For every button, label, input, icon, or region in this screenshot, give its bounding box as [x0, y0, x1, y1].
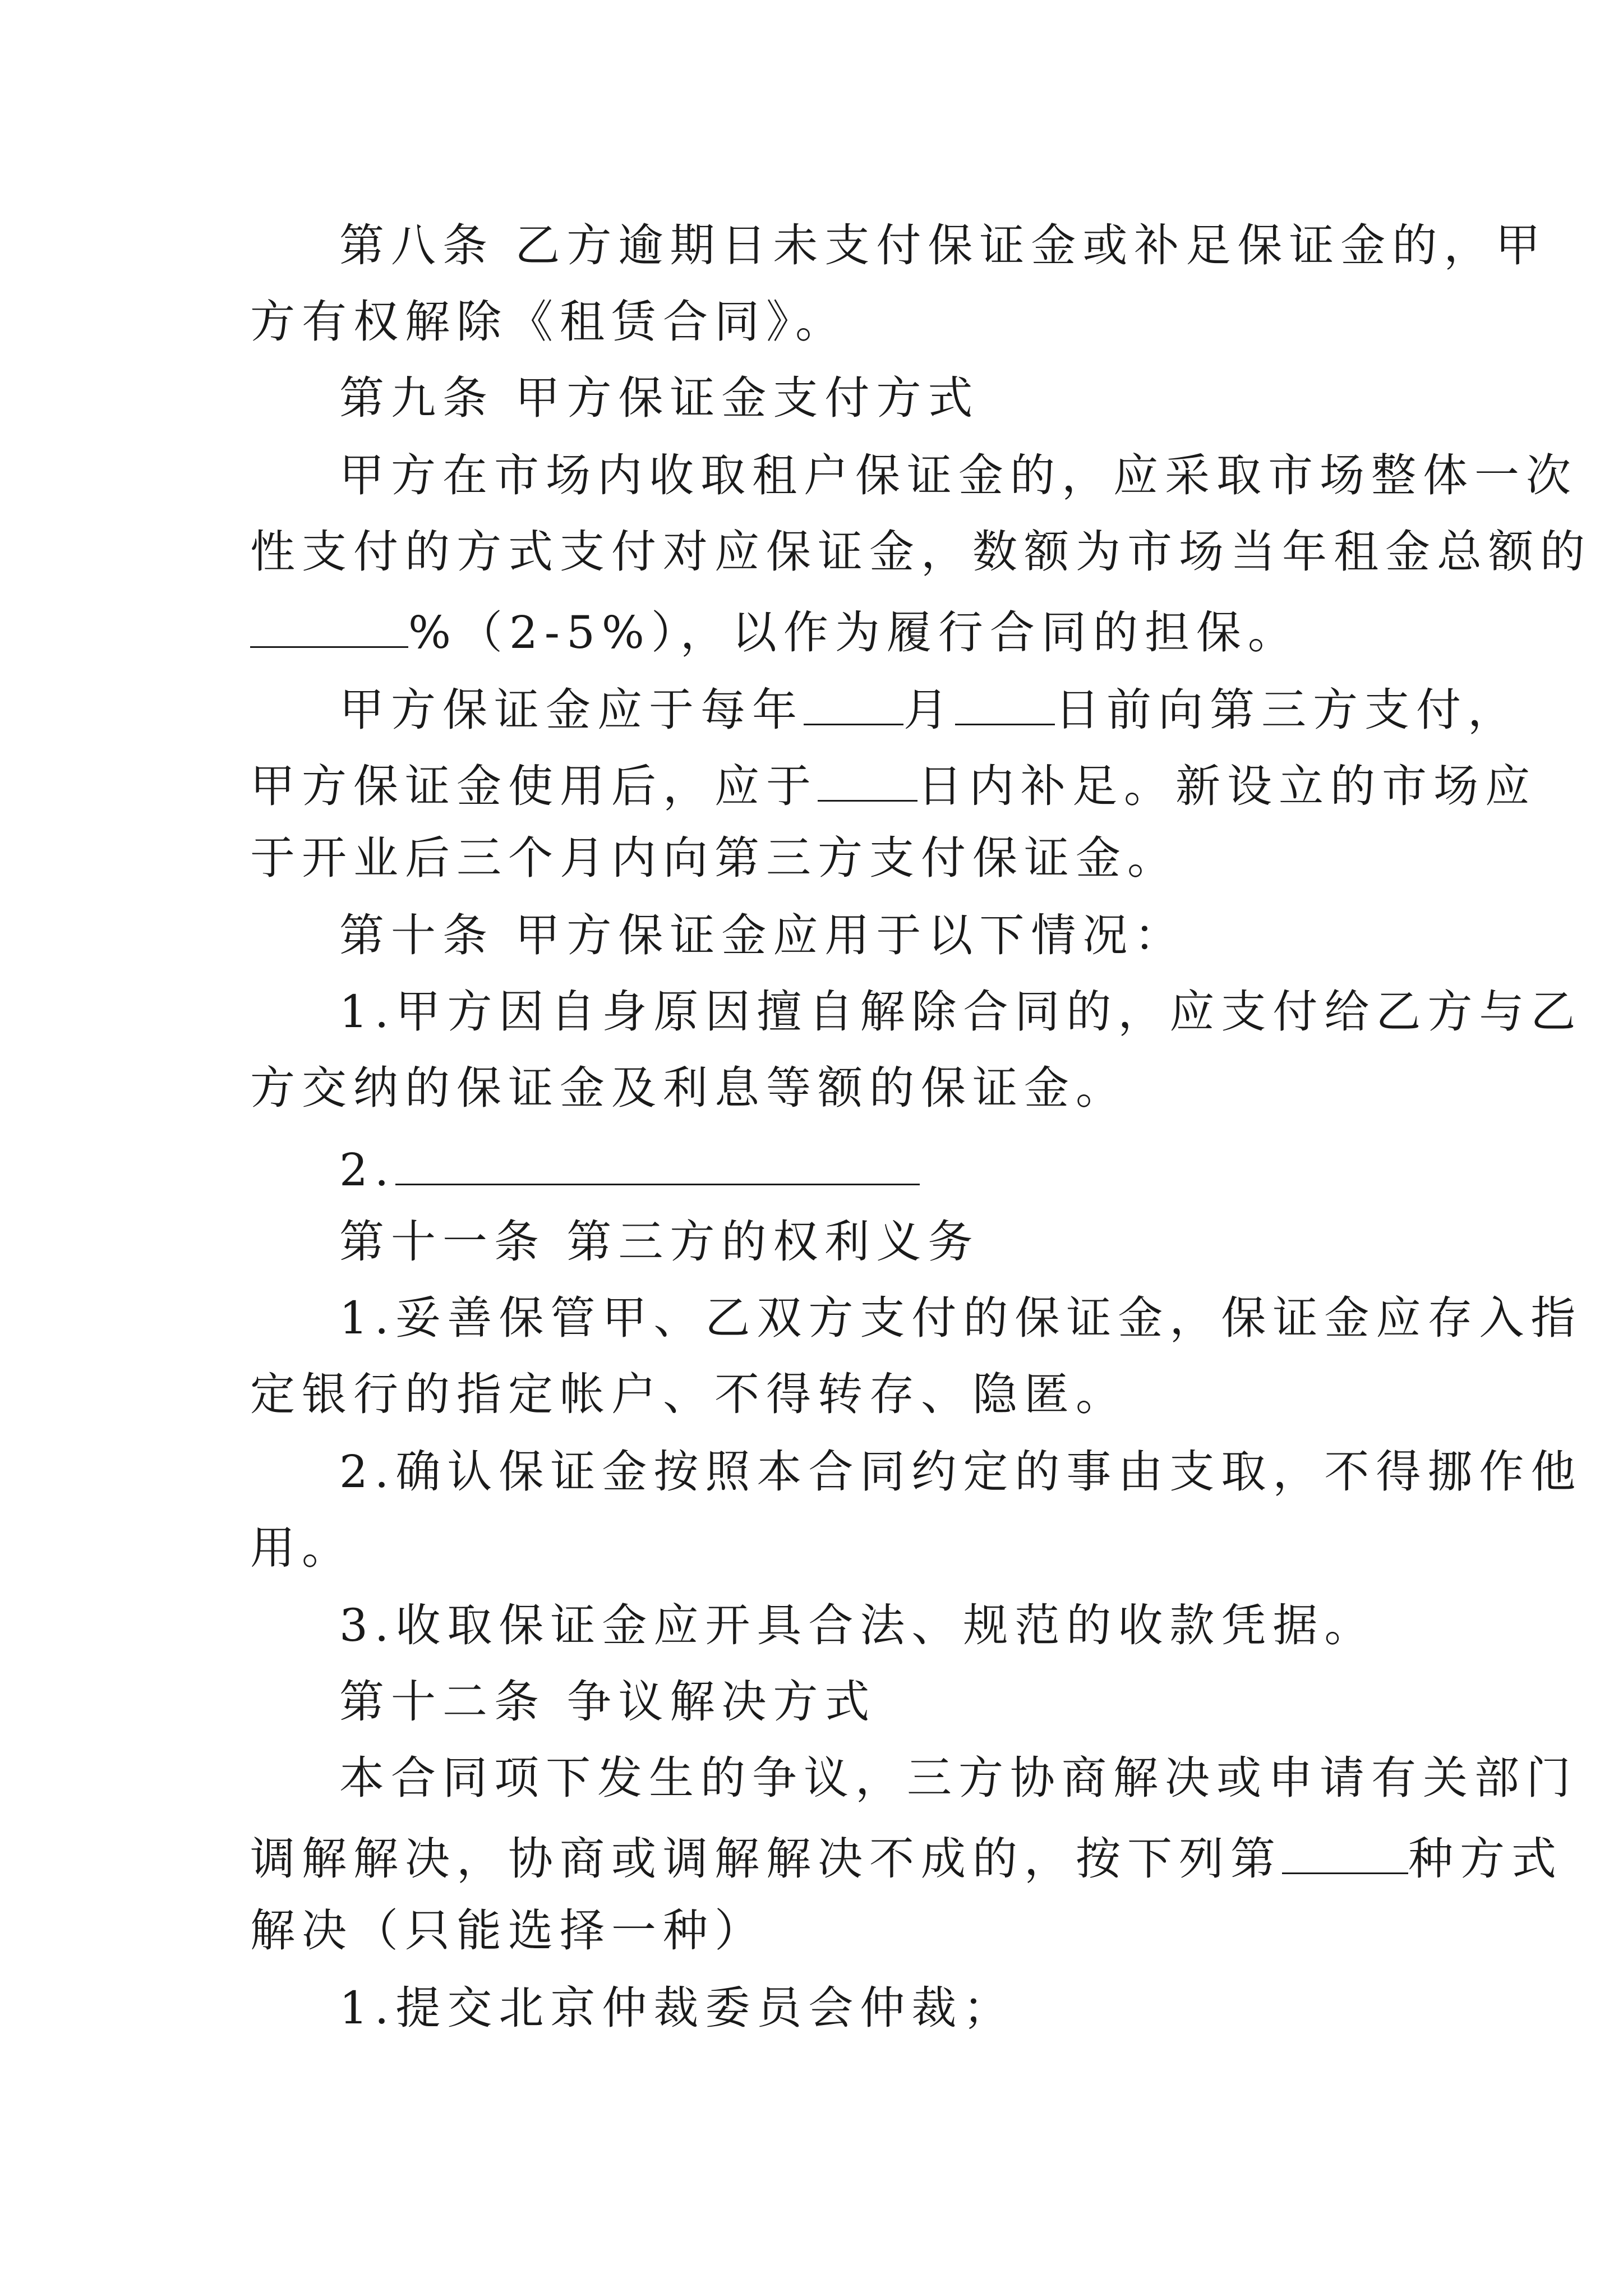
article-12-text-1: 本合同项下发生的争议，三方协商解决或申请有关部门 [339, 1752, 1578, 1804]
article-8-text-1: 第八条 乙方逾期日未支付保证金或补足保证金的，甲 [339, 219, 1547, 272]
article-11-text-5: 3.收取保证金应开具合法、规范的收款凭据。 [339, 1599, 1376, 1651]
article-12-text-3: 种方式 [1408, 1833, 1563, 1885]
dispute-method-blank[interactable] [1282, 1832, 1408, 1874]
percentage-blank[interactable] [250, 606, 408, 648]
article-8-line-1 [339, 219, 1547, 272]
article-10-item-2 [339, 1143, 920, 1196]
article-9-text-2: 性支付的方式支付对应保证金，数额为市场当年租金总额的 [250, 526, 1592, 578]
article-11-title: 第十一条 第三方的权利义务 [339, 1216, 980, 1268]
article-9-heading [339, 372, 980, 424]
article-12-title: 第十二条 争议解决方式 [339, 1676, 877, 1728]
article-8-text-2: 方有权解除《租赁合同》。 [250, 296, 847, 348]
month-blank[interactable] [804, 683, 903, 725]
payment-text-a: 甲方保证金应于每年 [339, 684, 804, 736]
article-12-para-line-2 [250, 1832, 1563, 1885]
article-10-item-1-line-1 [339, 986, 1583, 1038]
article-9-title: 第九条 甲方保证金支付方式 [339, 372, 980, 424]
article-11-item-3 [339, 1599, 1376, 1651]
article-9-text-1: 甲方在市场内收取租户保证金的，应采取市场整体一次 [339, 449, 1578, 501]
article-11-item-1-line-2 [250, 1368, 1127, 1420]
article-10-item-1-line-2 [250, 1062, 1127, 1114]
article-12-text-4: 解决（只能选择一种） [250, 1904, 766, 1957]
payment-text-b: 月 [903, 684, 955, 736]
article-11-text-3: 2.确认保证金按照本合同约定的事由支取，不得挪作他 [339, 1446, 1583, 1498]
article-11-heading [339, 1216, 980, 1268]
article-9-para-1-line-1 [339, 449, 1578, 501]
article-9-text-3: %（2-5%），以作为履行合同的担保。 [408, 606, 1299, 659]
article-9-para-2-line-1 [339, 683, 1519, 736]
article-9-para-2-line-2 [250, 760, 1537, 812]
article-11-text-4: 用。 [250, 1522, 353, 1574]
article-9-para-2-line-3 [250, 832, 1179, 884]
article-12-option-1 [339, 1982, 1015, 2034]
item-2-blank[interactable] [395, 1143, 920, 1185]
article-12-text-5: 1.提交北京仲裁委员会仲裁； [339, 1982, 1015, 2034]
article-12-heading [339, 1676, 877, 1728]
article-11-text-1: 1.妥善保管甲、乙双方支付的保证金，保证金应存入指 [339, 1292, 1583, 1344]
article-10-heading [339, 909, 1186, 961]
article-12-para-line-1 [339, 1752, 1578, 1804]
article-12-para-line-3 [250, 1904, 766, 1957]
article-12-text-2: 调解解决，协商或调解解决不成的，按下列第 [250, 1833, 1282, 1885]
article-8-line-2 [250, 296, 847, 348]
replenish-text-a: 甲方保证金使用后，应于 [250, 760, 818, 812]
article-9-para-1-line-3 [250, 606, 1299, 659]
article-9-text-4: 于开业后三个月内向第三方支付保证金。 [250, 832, 1179, 884]
day-blank[interactable] [955, 683, 1055, 725]
article-11-item-1-line-1 [339, 1292, 1583, 1344]
article-10-text-1: 1.甲方因自身原因擅自解除合同的，应支付给乙方与乙 [339, 986, 1583, 1038]
article-11-item-2-line-1 [339, 1446, 1583, 1498]
article-10-item-2-number: 2. [339, 1144, 396, 1196]
payment-text-c: 日前向第三方支付， [1055, 684, 1519, 736]
article-10-text-2: 方交纳的保证金及利息等额的保证金。 [250, 1062, 1127, 1114]
replenish-text-b: 日内补足。新设立的市场应 [917, 760, 1537, 812]
article-10-title: 第十条 甲方保证金应用于以下情况： [339, 909, 1186, 961]
article-9-para-1-line-2 [250, 526, 1592, 578]
replenish-days-blank[interactable] [818, 760, 917, 802]
article-11-text-2: 定银行的指定帐户、不得转存、隐匿。 [250, 1368, 1127, 1420]
article-11-item-2-line-2 [250, 1522, 353, 1574]
